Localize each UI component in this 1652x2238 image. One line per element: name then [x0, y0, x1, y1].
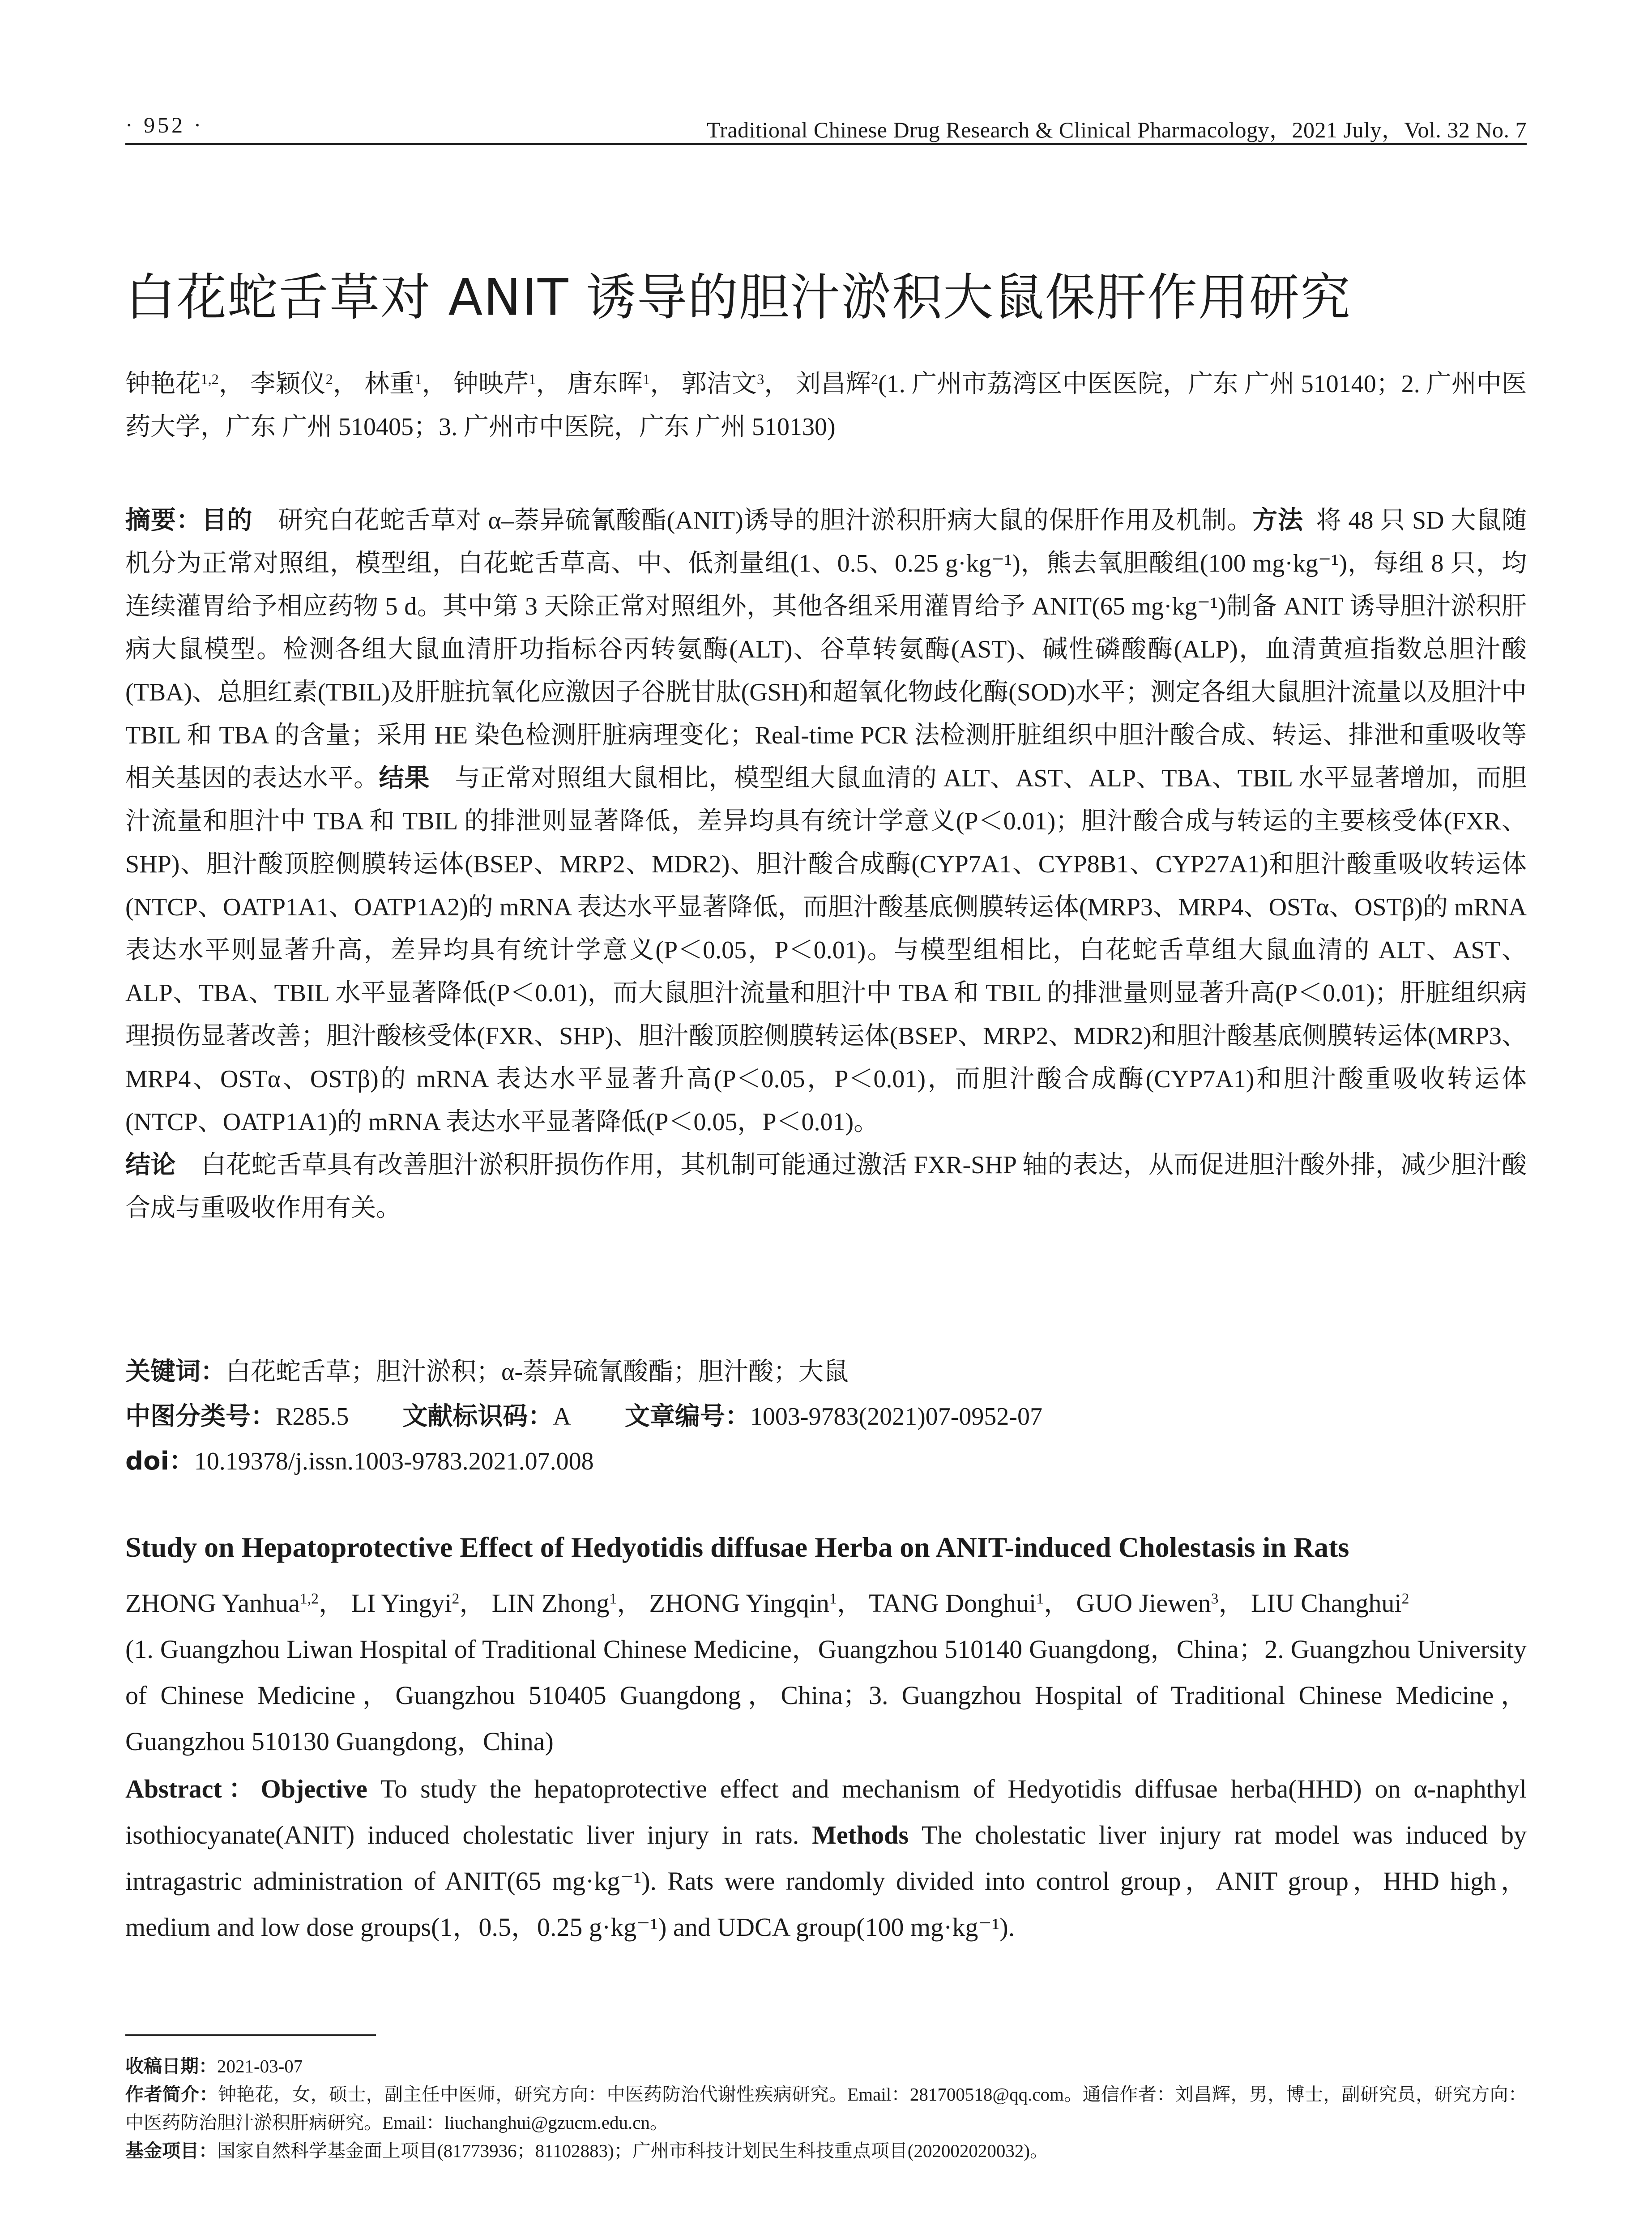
- received-label: 收稿日期：: [125, 2055, 217, 2077]
- author-name: 钟映芹: [453, 370, 529, 398]
- author-block-en: ZHONG Yanhua$^{1,2}$， LI Yingyi$^2$， LIN Zhong$^1$， ZHONG Yingqin$^1$， TANG Donghui$^1$， GUO Jiewen$^3$， LIU Changhui$^2$ (1. Guangzhou Liwan Hospital of Traditional Chinese Medicine，Guangzhou 510140 Guangdong，China；2. Guangzhou University of Chinese Medicine，Guangzhou 510405 Guangdong，China；3. Guangzhou Hospital of Traditional Chinese Medicine，Guangzhou 510130 Guangdong，China): [125, 1589, 1527, 1756]
- objective-text-en: To study the hepatoprotective effect and mechanism of Hedyotidis diffusae herba(HHD) on α-naphthyl isothiocyanate(ANIT) induced cholestatic liver injury in rats.: [125, 1774, 1527, 1849]
- author-bio-label: 作者简介：: [125, 2084, 218, 2105]
- doi-label: doi：: [125, 1447, 194, 1476]
- author-name-en: TANG Donghui: [869, 1589, 1037, 1618]
- methods-text-en: The cholestatic liver injury rat model was induced by intragastric administration of ANIT(65 mg·kg⁻¹). Rats were randomly divided into control group，ANIT group，HHD high，medium and low dose groups(1，0.5，0.25 g·kg⁻¹) and UDCA group(100 mg·kg⁻¹).: [125, 1820, 1527, 1942]
- conclusion-label: 结论: [125, 1150, 176, 1179]
- results-text: 与正常对照组大鼠相比，模型组大鼠血清的 ALT、AST、ALP、TBA、TBIL 水平显著增加，而胆汁流量和胆汁中 TBA 和 TBIL 的排泄则显著降低，差异均具有统计学意义(P＜0.01)；胆汁酸合成与转运的主要核受体(FXR、SHP)、胆汁酸顶腔侧膜转运体(BSEP、MRP2、MDR2)、胆汁酸合成酶(CYP7A1、CYP8B1、CYP27A1)和胆汁酸重吸收转运体(NTCP、OATP1A1、OATP1A2)的 mRNA 表达水平显著降低，而胆汁酸基底侧膜转运体(MRP3、MRP4、OSTα、OSTβ)的 mRNA 表达水平则显著升高，差异均具有统计学意义(P＜0.05，P＜0.01)。与模型组相比，白花蛇舌草组大鼠血清的 ALT、AST、ALP、TBA、TBIL 水平显著降低(P＜0.01)，而大鼠胆汁流量和胆汁中 TBA 和 TBIL 的排泄量则显著升高(P＜0.01)；肝脏组织病理损伤显著改善；胆汁酸核受体(FXR、SHP)、胆汁酸顶腔侧膜转运体(BSEP、MRP2、MDR2)和胆汁酸基底侧膜转运体(MRP3、MRP4、OSTα、OSTβ)的 mRNA 表达水平显著升高(P＜0.05，P＜0.01)，而胆汁酸合成酶(CYP7A1)和胆汁酸重吸收转运体(NTCP、OATP1A1)的 mRNA 表达水平显著降低(P＜0.05，P＜0.01)。: [125, 765, 1527, 1136]
- results-label: 结果: [379, 764, 430, 793]
- conclusion-text: 白花蛇舌草具有改善胆汁淤积肝损伤作用，其机制可能通过激活 FXR-SHP 轴的表达，从而促进胆汁酸外排，减少胆汁酸合成与重吸收作用有关。: [125, 1151, 1527, 1222]
- header-divider: [125, 143, 1527, 145]
- author-name: 李颖仪: [250, 370, 326, 398]
- classification-line: [125, 1397, 1042, 1432]
- journal-running-header: Traditional Chinese Drug Research & Clinical Pharmacology，2021 July，Vol. 32 No. 7: [707, 117, 1527, 142]
- abstract-label-en: Abstract：: [125, 1774, 261, 1803]
- author-name-en: LI Yingyi: [351, 1589, 452, 1618]
- author-name-en: GUO Jiewen: [1076, 1589, 1211, 1618]
- methods-label: 方法: [1252, 506, 1303, 535]
- received-value: 2021-03-07: [217, 2056, 303, 2076]
- footnote-divider: [125, 2034, 376, 2036]
- author-name: 唐东晖: [567, 370, 643, 398]
- page-number: · 952 ·: [125, 112, 204, 137]
- objective-text: 研究白花蛇舌草对 α–萘异硫氰酸酯(ANIT)诱导的胆汁淤积肝病大鼠的保肝作用及机制。: [277, 507, 1253, 534]
- clc-value: R285.5: [276, 1403, 349, 1431]
- footnote-author-bio: [125, 2080, 1527, 2137]
- affiliations-cn: (1. 广州市荔湾区中医医院，广东 广州 510140；2. 广州中医药大学，广东 广州 510405；3. 广州市中医院，广东 广州 510130): [125, 370, 1527, 441]
- article-no-value: 1003-9783(2021)07-0952-07: [750, 1403, 1043, 1431]
- author-name-en: LIU Changhui: [1251, 1589, 1402, 1618]
- abstract-cn: [125, 499, 1527, 1230]
- affiliations-en: (1. Guangzhou Liwan Hospital of Traditional Chinese Medicine，Guangzhou 510140 Guangdong，China；2. Guangzhou University of Chinese Medicine，Guangzhou 510405 Guangdong，China；3. Guangzhou Hospital of Traditional Chinese Medicine，Guangzhou 510130 Guangdong，China): [125, 1635, 1527, 1756]
- clc-label: 中图分类号：: [125, 1402, 276, 1431]
- keywords-text: 白花蛇舌草；胆汁淤积；α-萘异硫氰酸酯；胆汁酸；大鼠: [226, 1358, 849, 1386]
- footnote-received: [125, 2052, 1527, 2080]
- article-no-label: 文章编号：: [624, 1402, 750, 1431]
- methods-label-en: Methods: [812, 1820, 909, 1849]
- doi-line: [125, 1441, 594, 1477]
- footnote-funding: [125, 2137, 1527, 2165]
- author-name-en: ZHONG Yingqin: [649, 1589, 829, 1618]
- author-name-en: LIN Zhong: [491, 1589, 610, 1618]
- abstract-en: [125, 1766, 1527, 1950]
- author-name-en: ZHONG Yanhua: [125, 1589, 300, 1618]
- article-title-cn: 白花蛇舌草对 ANIT 诱导的胆汁淤积大鼠保肝作用研究: [125, 269, 1352, 327]
- doi-value: 10.19378/j.issn.1003-9783.2021.07.008: [194, 1448, 594, 1475]
- article-title-en: Study on Hepatoprotective Effect of Hedyotidis diffusae Herba on ANIT-induced Cholestasis in Rats: [125, 1531, 1349, 1563]
- author-bio-value: 钟艳花，女，硕士，副主任中医师，研究方向：中医药防治代谢性疾病研究。Email：281700518@qq.com。通信作者：刘昌辉，男，博士，副研究员，研究方向：中医药防治胆汁淤积肝病研究。Email：liuchanghui@gzucm.edu.cn。: [125, 2084, 1527, 2133]
- author-name: 钟艳花: [125, 370, 201, 398]
- objective-label: 目的: [201, 506, 253, 535]
- author-block-cn: 钟艳花$^{1,2}$， 李颖仪$^2$， 林重$^1$， 钟映芹$^1$， 唐东晖$^1$， 郭洁文$^3$， 刘昌辉$^2$(1. 广州市荔湾区中医医院，广东 广州 510140；2. 广州中医药大学，广东 广州 510405；3. 广州市中医院，广东 广州 510130): [125, 370, 1527, 441]
- funding-value: 国家自然科学基金面上项目(81773936；81102883)；广州市科技计划民生科技重点项目(202002020032)。: [217, 2140, 1049, 2161]
- funding-label: 基金项目：: [125, 2140, 217, 2161]
- author-name: 林重: [364, 370, 415, 398]
- abstract-label: 摘要：: [125, 506, 202, 535]
- keywords-cn: [125, 1352, 849, 1388]
- keywords-label: 关键词：: [125, 1357, 226, 1386]
- methods-text: 将 48 只 SD 大鼠随机分为正常对照组，模型组，白花蛇舌草高、中、低剂量组(1、0.5、0.25 g·kg⁻¹)，熊去氧胆酸组(100 mg·kg⁻¹)，每组 8 只，均连续灌胃给予相应药物 5 d。其中第 3 天除正常对照组外，其他各组采用灌胃给予 ANIT(65 mg·kg⁻¹)制备 ANIT 诱导胆汁淤积肝病大鼠模型。检测各组大鼠血清肝功指标谷丙转氨酶(ALT)、谷草转氨酶(AST)、碱性磷酸酶(ALP)，血清黄疸指数总胆汁酸(TBA)、总胆红素(TBIL)及肝脏抗氧化应激因子谷胱甘肽(GSH)和超氧化物歧化酶(SOD)水平；测定各组大鼠胆汁流量以及胆汁中 TBIL 和 TBA 的含量；采用 HE 染色检测肝脏病理变化；Real-time PCR 法检测肝脏组织中胆汁酸合成、转运、排泄和重吸收等相关基因的表达水平。: [125, 507, 1527, 792]
- objective-label-en: Objective: [260, 1774, 367, 1803]
- doc-code-label: 文献标识码：: [402, 1402, 553, 1431]
- author-name: 郭洁文: [681, 370, 757, 398]
- author-name: 刘昌辉: [795, 370, 871, 398]
- doc-code-value: A: [553, 1403, 571, 1431]
